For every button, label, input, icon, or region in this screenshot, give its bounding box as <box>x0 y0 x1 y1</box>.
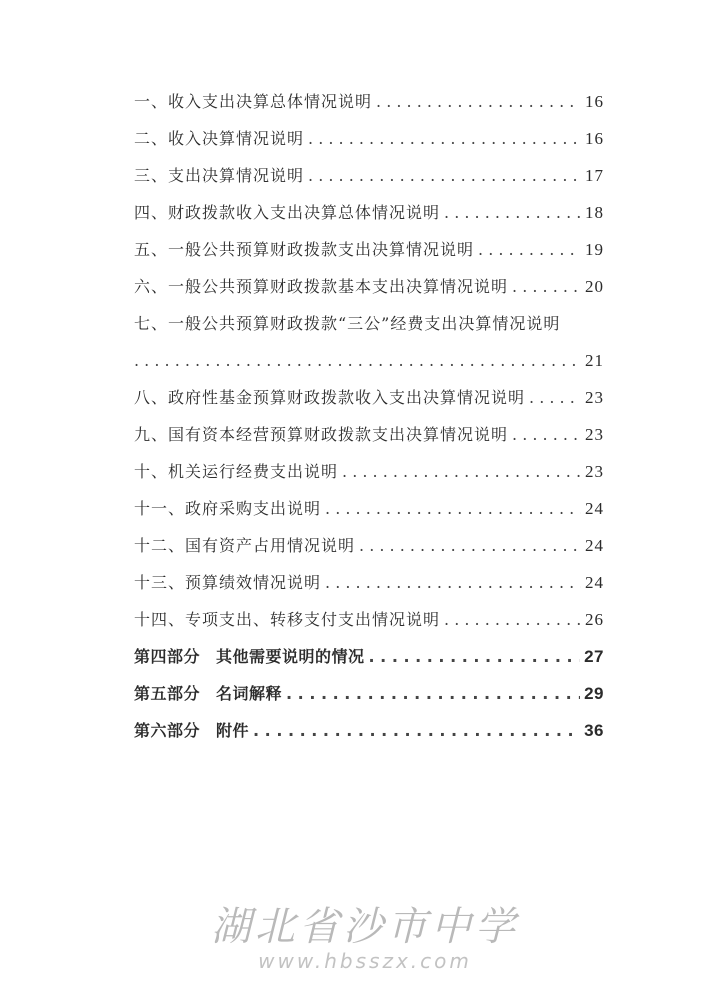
dot-leader <box>512 423 581 447</box>
dot-leader <box>359 534 581 558</box>
dot-leader <box>444 608 581 632</box>
toc-part-5[interactable] <box>134 682 604 719</box>
toc-part-heading <box>134 645 365 669</box>
dot-leader <box>308 127 581 151</box>
toc-entry-13[interactable] <box>134 571 604 608</box>
toc-entry-6[interactable] <box>134 275 604 312</box>
toc-entry-14[interactable] <box>134 608 604 645</box>
toc-part-title: 名词解释 <box>216 684 283 703</box>
dot-leader <box>512 275 581 299</box>
toc-entry-3[interactable] <box>134 164 604 201</box>
toc-part-number: 第四部分 <box>134 647 201 666</box>
dot-leader <box>286 682 580 706</box>
toc-page-number: 21 <box>585 351 604 370</box>
toc-entry-label: 十一、政府采购支出说明 <box>134 499 322 518</box>
toc-page-number: 16 <box>585 129 604 148</box>
dot-leader <box>253 719 580 743</box>
toc-entry-7[interactable] <box>134 312 604 386</box>
toc-entry-label: 四、财政拨款收入支出决算总体情况说明 <box>134 203 441 222</box>
toc-entry-12[interactable] <box>134 534 604 571</box>
toc-entry-label: 三、支出决算情况说明 <box>134 166 305 185</box>
toc-entry-label: 十、机关运行经费支出说明 <box>134 462 339 481</box>
toc-page-number: 26 <box>585 610 604 629</box>
toc-page-number: 23 <box>585 425 604 444</box>
toc-part-number: 第六部分 <box>134 721 201 740</box>
toc-entry-1[interactable] <box>134 90 604 127</box>
dot-leader <box>325 497 581 521</box>
toc-entry-4[interactable] <box>134 201 604 238</box>
toc-entry-label: 五、一般公共预算财政拨款支出决算情况说明 <box>134 240 475 259</box>
toc-page-number: 23 <box>585 388 604 407</box>
toc-part-6[interactable] <box>134 719 604 756</box>
dot-leader <box>342 460 581 484</box>
toc-entry-label: 十二、国有资产占用情况说明 <box>134 536 356 555</box>
toc-page-number: 24 <box>585 499 604 518</box>
dot-leader <box>308 164 581 188</box>
toc-page-number: 24 <box>585 573 604 592</box>
toc-page-number: 24 <box>585 536 604 555</box>
toc-entry-label: 七、一般公共预算财政拨款“三公”经费支出决算情况说明 <box>134 314 561 333</box>
toc-entry-label: 九、国有资本经营预算财政拨款支出决算情况说明 <box>134 425 509 444</box>
toc-entry-5[interactable] <box>134 238 604 275</box>
toc-part-title: 附件 <box>216 721 250 740</box>
toc-page-number: 17 <box>585 166 604 185</box>
toc-entry-label: 二、收入决算情况说明 <box>134 129 305 148</box>
toc-part-title: 其他需要说明的情况 <box>216 647 365 666</box>
dot-leader <box>369 645 581 669</box>
toc-entry-8[interactable] <box>134 386 604 423</box>
toc-entry-label: 六、一般公共预算财政拨款基本支出决算情况说明 <box>134 277 509 296</box>
toc-page-number: 36 <box>584 721 604 740</box>
toc-entry-label: 八、政府性基金预算财政拨款收入支出决算情况说明 <box>134 388 526 407</box>
dot-leader <box>134 349 581 373</box>
watermark-school-name: 湖北省沙市中学 <box>211 904 519 950</box>
toc-entry-label: 十三、预算绩效情况说明 <box>134 573 322 592</box>
toc-part-heading <box>134 682 282 706</box>
toc-page-number: 23 <box>585 462 604 481</box>
toc-entry-10[interactable] <box>134 460 604 497</box>
watermark <box>200 905 530 973</box>
toc-entry-2[interactable] <box>134 127 604 164</box>
toc-entry-label: 十四、专项支出、转移支付支出情况说明 <box>134 610 441 629</box>
toc-entry-label: 一、收入支出决算总体情况说明 <box>134 92 373 111</box>
dot-leader <box>325 571 581 595</box>
toc-part-4[interactable] <box>134 645 604 682</box>
toc-page-number: 29 <box>584 684 604 703</box>
toc-entry-9[interactable] <box>134 423 604 460</box>
dot-leader <box>478 238 581 262</box>
toc-part-number: 第五部分 <box>134 684 201 703</box>
dot-leader <box>444 201 581 225</box>
toc-page-number: 16 <box>585 92 604 111</box>
toc-entry-11[interactable] <box>134 497 604 534</box>
toc-part-heading <box>134 719 249 743</box>
dot-leader <box>529 386 581 410</box>
toc-page-number: 20 <box>585 277 604 296</box>
watermark-url: www.hbsszx.com <box>258 949 472 973</box>
dot-leader <box>376 90 581 114</box>
toc-page-number: 27 <box>584 647 604 666</box>
toc-page-number: 18 <box>585 203 604 222</box>
toc-page-number: 19 <box>585 240 604 259</box>
table-of-contents <box>134 90 604 756</box>
